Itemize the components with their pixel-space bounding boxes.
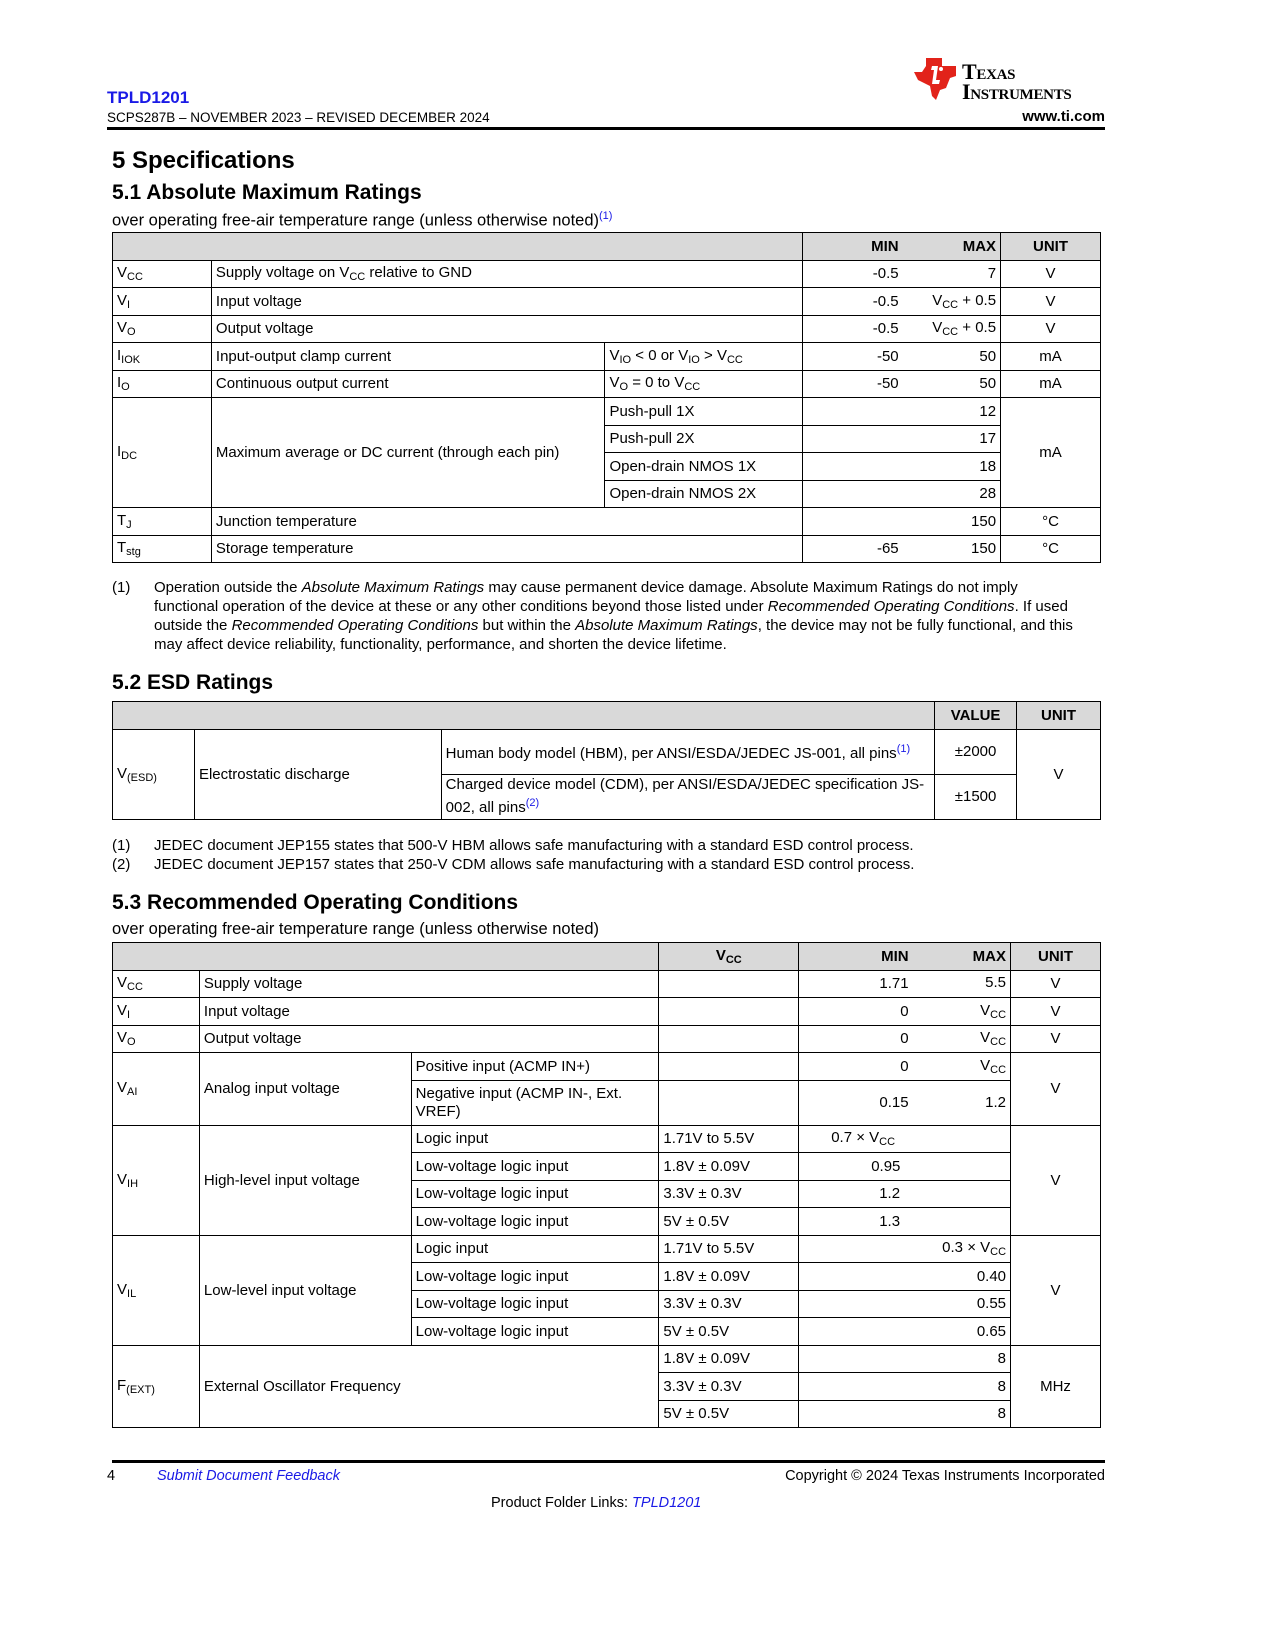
param-symbol: $V_I$ [113, 288, 212, 316]
param-desc: Output voltage [199, 1025, 658, 1053]
min-value: -50 [803, 343, 903, 371]
table-header-row [113, 233, 1101, 261]
unit-value: V [1011, 1235, 1101, 1345]
table-row [113, 1125, 1101, 1153]
amr-subtitle-text: over operating free-air temperature range (unless otherwise noted) [112, 211, 600, 230]
footnote-text: JEDEC document JEP157 states that 250-V CDM allows safe manufacturing with a standard ESD control process. [154, 856, 915, 873]
min-value: -0.5 [803, 315, 903, 343]
unit-value: V [1017, 729, 1101, 819]
max-value: $V_{CC}$ [913, 998, 1011, 1026]
param-desc: External Oscillator Frequency [199, 1345, 658, 1428]
max-value: 7 [903, 260, 1001, 288]
vcc-condition [659, 1080, 799, 1125]
param-condition: $V_O = 0$ to $V_{CC}$ [605, 370, 803, 398]
header-vcc: $V_{CC}$ [659, 943, 799, 971]
vcc-condition: 5V ± 0.5V [659, 1318, 799, 1346]
esd-value: ±2000 [935, 729, 1017, 774]
max-value: 50 [903, 370, 1001, 398]
param-desc: Input voltage [199, 998, 658, 1026]
roc-subtitle: over operating free-air temperature range (unless otherwise noted) [112, 920, 600, 938]
param-condition: Negative input (ACMP IN-, Ext. VREF) [411, 1080, 659, 1125]
esd-title: 5.2 ESD Ratings [112, 671, 274, 694]
esd-value: ±1500 [935, 774, 1017, 819]
min-value: 0 [799, 998, 913, 1026]
param-condition: Low-voltage logic input [411, 1263, 659, 1291]
max-value: 150 [903, 535, 1001, 563]
vcc-condition: 1.71V to 5.5V [659, 1235, 799, 1263]
esd-footnotes [112, 836, 1074, 874]
page-number: 4 [107, 1468, 116, 1484]
param-symbol: $V_{CC}$ [113, 970, 200, 998]
table-row [113, 260, 1101, 288]
table-row [113, 535, 1101, 563]
amr-title: 5.1 Absolute Maximum Ratings [112, 181, 422, 204]
vcc-condition: 5V ± 0.5V [659, 1400, 799, 1428]
param-condition: Logic input [411, 1235, 659, 1263]
roc-title: 5.3 Recommended Operating Conditions [112, 891, 519, 914]
vcc-condition: 5V ± 0.5V [659, 1208, 799, 1236]
max-value: 150 [803, 508, 1001, 536]
param-symbol: $I_O$ [113, 370, 212, 398]
max-value: $0.3 \times V_{CC}$ [799, 1235, 1011, 1263]
min-value: 0 [799, 1053, 913, 1081]
max-value: 0.65 [799, 1318, 1011, 1346]
vcc-condition: 1.71V to 5.5V [659, 1125, 799, 1153]
vcc-condition [659, 1025, 799, 1053]
unit-value: °C [1001, 535, 1101, 563]
param-condition: Charged device model (CDM), per ANSI/ESDA/JEDEC specification JS-002, all pins$^{(2)}$ [441, 774, 934, 819]
param-condition: Open-drain NMOS 1X [605, 453, 803, 481]
param-condition: Low-voltage logic input [411, 1153, 659, 1181]
footnote [112, 855, 1074, 874]
unit-value: °C [1001, 508, 1101, 536]
unit-value: V [1011, 1125, 1101, 1235]
table-header-row [113, 943, 1101, 971]
header-blank [113, 233, 803, 261]
brand-line-2: Instruments [962, 79, 1072, 104]
absolute-maximum-ratings-table [112, 232, 1101, 563]
param-desc: Continuous output current [211, 370, 605, 398]
param-desc: Analog input voltage [199, 1053, 411, 1126]
unit-value: V [1011, 970, 1101, 998]
param-condition: Push-pull 1X [605, 398, 803, 426]
max-value: 12 [803, 398, 1001, 426]
max-value: 17 [803, 425, 1001, 453]
param-symbol: $T_J$ [113, 508, 212, 536]
unit-value: mA [1001, 370, 1101, 398]
footnote-text: JEDEC document JEP155 states that 500-V HBM allows safe manufacturing with a standard ESD control process. [154, 837, 914, 854]
param-symbol: $F_{(EXT)}$ [113, 1345, 200, 1428]
unit-value: mA [1001, 398, 1101, 508]
param-condition: $V_{IO} < 0$ or $V_{IO} > V_{CC}$ [605, 343, 803, 371]
header-blank [113, 702, 935, 730]
header-unit: UNIT [1017, 702, 1101, 730]
footnote-number: (1) [112, 837, 131, 854]
footnote-number: (1) [112, 579, 131, 596]
product-folder-label: Product Folder Links: [491, 1495, 633, 1511]
table-header-row [113, 702, 1101, 730]
amr-subtitle [112, 210, 612, 231]
copyright-text: Copyright © 2024 Texas Instruments Incorporated [785, 1468, 1105, 1484]
footnote-text: Operation outside the Absolute Maximum Ratings may cause permanent device damage. Absolute Maximum Ratings do not imply functional operation of the device at these or any other conditions beyond those listed under Recommended Operating Conditions. If used outside the Recommended Operating Conditions but within the Absolute Maximum Ratings, the device may not be fully functional, and this may affect device reliability, functionality, performance, and shorten the device lifetime. [154, 579, 1073, 653]
esd-ratings-table [112, 701, 1101, 820]
table-row [113, 288, 1101, 316]
param-symbol: $I_{DC}$ [113, 398, 212, 508]
param-desc: Storage temperature [211, 535, 802, 563]
footnote-number: (2) [112, 856, 131, 873]
unit-value: MHz [1011, 1345, 1101, 1428]
footnote [112, 836, 1074, 855]
footnote-ref[interactable]: (1) [896, 743, 911, 755]
param-condition: Positive input (ACMP IN+) [411, 1053, 659, 1081]
header-min: MIN [799, 943, 913, 971]
min-value: -0.5 [803, 260, 903, 288]
table-row [113, 1053, 1101, 1081]
header-unit: UNIT [1001, 233, 1101, 261]
unit-value: V [1001, 288, 1101, 316]
header-max: MAX [903, 233, 1001, 261]
max-value: $V_{CC} + 0.5$ [903, 315, 1001, 343]
vcc-condition [659, 998, 799, 1026]
unit-value: V [1011, 1053, 1101, 1126]
max-value: 50 [903, 343, 1001, 371]
header-min: MIN [803, 233, 903, 261]
param-condition: Low-voltage logic input [411, 1290, 659, 1318]
min-value: 0.95 [799, 1153, 1011, 1181]
recommended-operating-conditions-table [112, 942, 1101, 1428]
min-value: 1.3 [799, 1208, 1011, 1236]
max-value: 0.55 [799, 1290, 1011, 1318]
table-row [113, 343, 1101, 371]
unit-value: V [1001, 260, 1101, 288]
param-condition: Push-pull 2X [605, 425, 803, 453]
param-symbol: $V_{(ESD)}$ [113, 729, 195, 819]
param-desc: Junction temperature [211, 508, 802, 536]
max-value: 5.5 [913, 970, 1011, 998]
vcc-condition: 1.8V ± 0.09V [659, 1345, 799, 1373]
table-row [113, 1235, 1101, 1263]
param-symbol: $V_I$ [113, 998, 200, 1026]
header-blank [113, 943, 659, 971]
unit-value: V [1011, 998, 1101, 1026]
param-symbol: $I_{IOK}$ [113, 343, 212, 371]
document-part-number[interactable]: TPLD1201 [107, 88, 190, 107]
unit-value: V [1001, 315, 1101, 343]
max-value: $V_{CC}$ [913, 1025, 1011, 1053]
param-condition: Low-voltage logic input [411, 1318, 659, 1346]
footnote-ref[interactable]: (2) [525, 797, 540, 809]
param-condition: Human body model (HBM), per ANSI/ESDA/JEDEC JS-001, all pins$^{(1)}$ [441, 729, 934, 774]
param-condition: Low-voltage logic input [411, 1180, 659, 1208]
param-desc: Supply voltage on $V_{CC}$ relative to GND [211, 260, 802, 288]
product-folder-link[interactable]: TPLD1201 [632, 1495, 702, 1511]
max-value: 0.40 [799, 1263, 1011, 1291]
param-desc: Supply voltage [199, 970, 658, 998]
unit-value: V [1011, 1025, 1101, 1053]
min-value: -50 [803, 370, 903, 398]
table-row [113, 970, 1101, 998]
footer-divider [112, 1460, 1105, 1463]
max-value: $V_{CC}$ [913, 1053, 1011, 1081]
param-condition: Open-drain NMOS 2X [605, 480, 803, 508]
ti-logo [912, 56, 1107, 104]
min-value: 0.15 [799, 1080, 913, 1125]
param-desc: Input-output clamp current [211, 343, 605, 371]
param-desc: Low-level input voltage [199, 1235, 411, 1345]
param-desc: Input voltage [211, 288, 802, 316]
header-max: MAX [913, 943, 1011, 971]
vcc-condition: 3.3V ± 0.3V [659, 1373, 799, 1401]
min-value: -0.5 [803, 288, 903, 316]
param-desc: Output voltage [211, 315, 802, 343]
min-value: -65 [803, 535, 903, 563]
param-symbol: $V_{CC}$ [113, 260, 212, 288]
table-row [113, 998, 1101, 1026]
header-divider [107, 127, 1105, 130]
max-value: 8 [799, 1373, 1011, 1401]
param-condition: Low-voltage logic input [411, 1208, 659, 1236]
min-value: 1.71 [799, 970, 913, 998]
website-link[interactable]: www.ti.com [1022, 108, 1105, 125]
vcc-condition: 3.3V ± 0.3V [659, 1290, 799, 1318]
vcc-condition [659, 970, 799, 998]
ti-logo-icon [912, 56, 960, 102]
amr-footnote-ref[interactable]: (1) [599, 210, 613, 222]
table-row [113, 370, 1101, 398]
table-row [113, 398, 1101, 426]
min-value: $0.7 \times V_{CC}$ [799, 1125, 1011, 1153]
vcc-condition: 3.3V ± 0.3V [659, 1180, 799, 1208]
max-value: 18 [803, 453, 1001, 481]
param-symbol: $V_{IH}$ [113, 1125, 200, 1235]
section-title: 5 Specifications [112, 147, 295, 174]
max-value: 8 [799, 1400, 1011, 1428]
table-row [113, 729, 1101, 774]
param-symbol: $V_O$ [113, 315, 212, 343]
header-value: VALUE [935, 702, 1017, 730]
max-value: 8 [799, 1345, 1011, 1373]
header-unit: UNIT [1011, 943, 1101, 971]
param-condition: Logic input [411, 1125, 659, 1153]
vcc-condition: 1.8V ± 0.09V [659, 1263, 799, 1291]
max-value: $V_{CC} + 0.5$ [903, 288, 1001, 316]
table-row [113, 1345, 1101, 1373]
table-row [113, 315, 1101, 343]
max-value: 1.2 [913, 1080, 1011, 1125]
submit-feedback-link[interactable]: Submit Document Feedback [157, 1468, 340, 1484]
max-value: 28 [803, 480, 1001, 508]
brand-line-1: Texas [962, 59, 1016, 84]
revision-line: SCPS287B – NOVEMBER 2023 – REVISED DECEMBER 2024 [107, 110, 490, 125]
param-symbol: $V_O$ [113, 1025, 200, 1053]
min-value: 1.2 [799, 1180, 1011, 1208]
amr-footnotes [112, 578, 1074, 654]
vcc-condition [659, 1053, 799, 1081]
table-row [113, 1025, 1101, 1053]
param-desc: Maximum average or DC current (through each pin) [211, 398, 605, 508]
vcc-condition: 1.8V ± 0.09V [659, 1153, 799, 1181]
table-row [113, 508, 1101, 536]
footnote [112, 578, 1074, 654]
param-symbol: $T_{stg}$ [113, 535, 212, 563]
param-desc: High-level input voltage [199, 1125, 411, 1235]
unit-value: mA [1001, 343, 1101, 371]
param-symbol: $V_{AI}$ [113, 1053, 200, 1126]
product-folder-links [491, 1495, 701, 1511]
param-symbol: $V_{IL}$ [113, 1235, 200, 1345]
param-desc: Electrostatic discharge [194, 729, 441, 819]
min-value: 0 [799, 1025, 913, 1053]
